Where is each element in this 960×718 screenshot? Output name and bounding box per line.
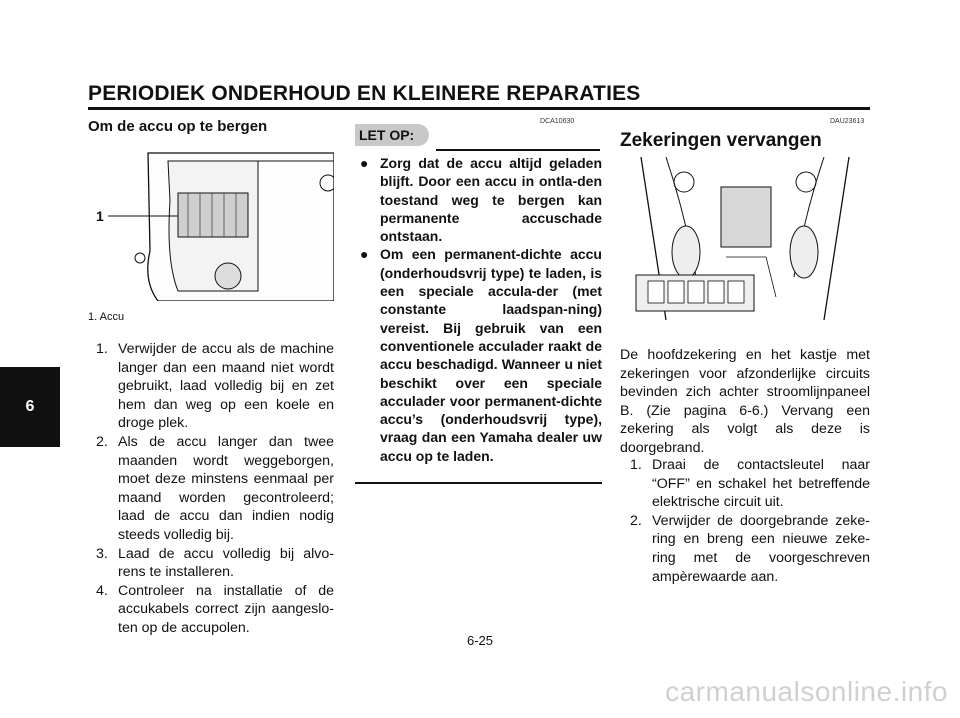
fuse-box-illustration [626,157,864,320]
fuses-title: Zekeringen vervangen [620,130,822,151]
list-item: 1. Draai de contactsleutel naar “OFF” en schakel het betreffende elektrische circuit uit. [630,457,870,511]
fuses-steps [630,456,870,586]
battery-illustration [88,141,334,301]
header-rule [88,107,870,110]
battery-callout: 1 [96,208,104,224]
watermark: carmanualsonline.info [665,676,948,707]
list-item: 1. Verwijder de accu als de machine langer dan een maand niet wordt gebruikt, laad volledig bij en zet hem dan weg op een koele en droge plek. [96,341,334,432]
storage-heading [88,118,334,136]
list-item: 2. Als de accu langer dan twee maanden wordt weggeborgen, moet deze minstens eenmaal per maand worden gecontroleerd; laad de accu dan indien nodig steeds volledig bij. [96,433,334,543]
notice-label: LET OP: [355,124,429,146]
fuses-paragraph: De hoofdzekering en het kastje met zekeringen voor afzonderlijke circuits bevinden zich achter stroomlijnpaneel B. (Zie pagina 6-6.) Vervang een zekering als volgt als deze is doorgebrand. [620,347,870,456]
list-item: 2. Verwijder de doorgebrande zeke-ring en breng een nieuwe zeke-ring met de voorgeschreven ampèrewaarde aan. [630,512,870,585]
page-number: 6-25 [466,633,494,648]
storage-title: Om de accu op te bergen [88,118,268,135]
storage-steps [96,340,334,638]
list-item: 3. Laad de accu volledig bij alvo-rens te installeren. [96,545,334,581]
notice-item: ● Om een permanent-dichte accu (onderhoudsvrij type) te laden, is een speciale accula-der (met constante laadspan-ning) vereist. Bij gebruik van een conventionele acculader raakt de accu beschadigd. Wanneer u niet beschikt over een speciale acculader voor permanent-dichte accu’s (onderhoudsvrij type), vraag dan een Yamaha dealer uw accu op te laden. [360,246,602,464]
bullet-icon: ● [360,155,369,171]
notice-item: ● Zorg dat de accu altijd geladen blijft. Door een accu in ontla-den toestand weg te bergen kan permanente accuschade ontstaan. [360,155,602,245]
notice-list [360,154,602,465]
fuses-code: DAU23613 [830,118,865,125]
notice-rule-top [436,149,600,151]
storage-code: DCA10630 [540,118,575,125]
notice-rule-bottom [355,482,602,484]
list-item: 4. Controleer na installatie of de accukabels correct zijn aangeslo-ten op de accupolen. [96,582,334,636]
battery-caption: 1. Accu [88,311,125,323]
chapter-tab: 6 [0,367,60,447]
page-header: PERIODIEK ONDERHOUD EN KLEINERE REPARATIES [88,82,641,105]
bullet-icon: ● [360,246,369,263]
